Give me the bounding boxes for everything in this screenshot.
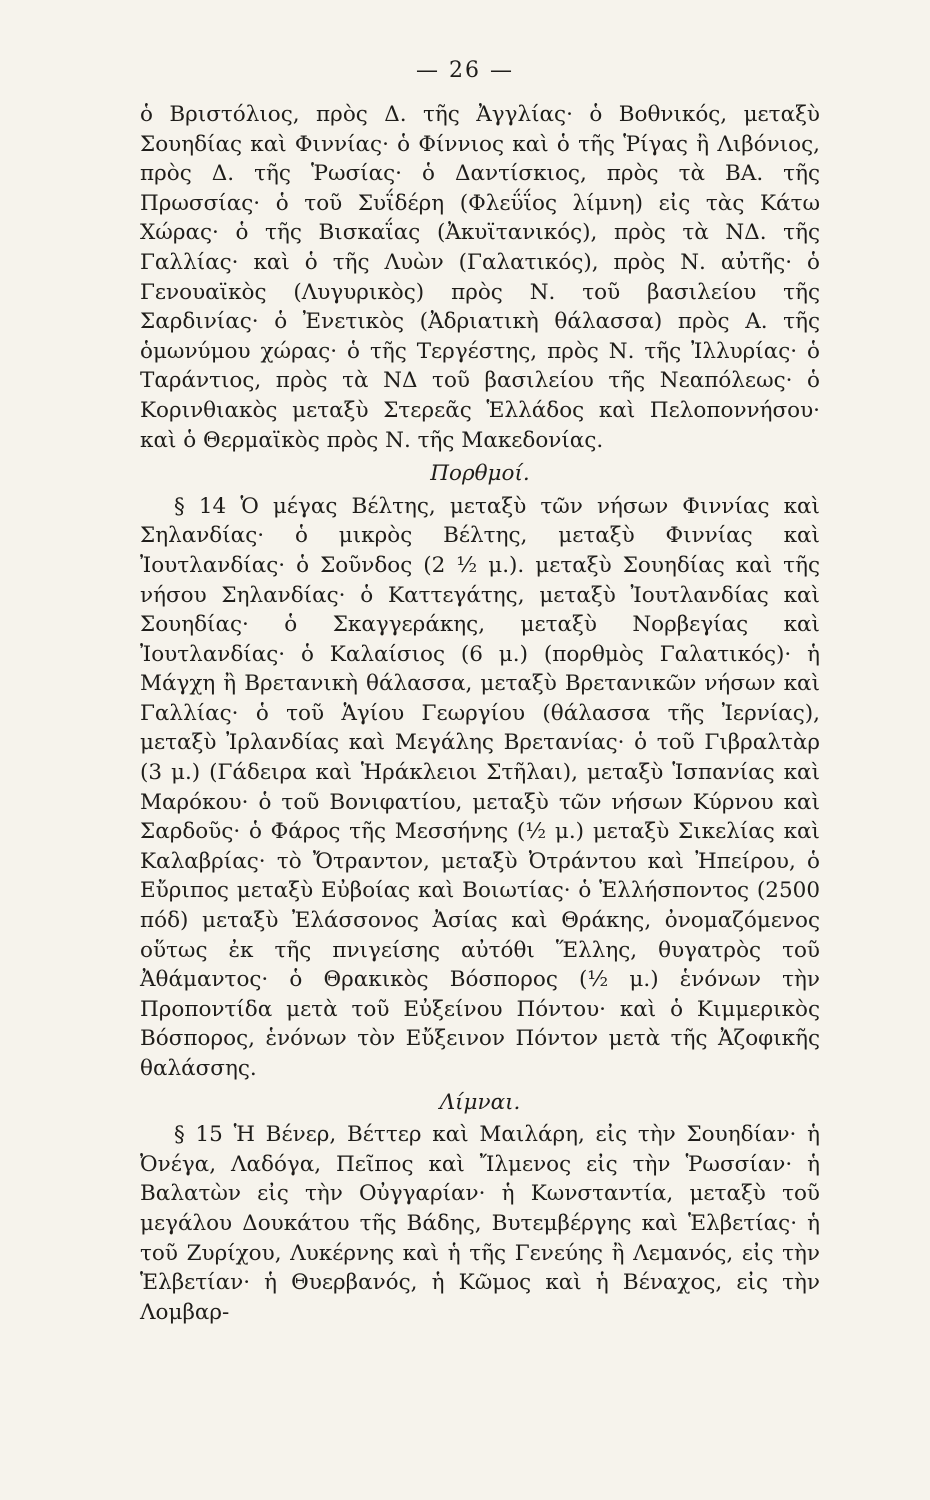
text-body (140, 100, 820, 1327)
page-number: — 26 — (416, 58, 514, 83)
paragraph-straits: § 14 Ὁ μέγας Βέλτης, μεταξὺ τῶν νήσων Φιννίας καὶ Σηλανδίας· ὁ μικρὸς Βέλτης, μεταξὺ Φιννίας καὶ Ἰουτλανδίας· ὁ Σοῦνδος (2 ½ μ.). μεταξὺ Σουηδίας καὶ τῆς νήσου Σηλανδίας· ὁ Καττεγάτης, μεταξὺ Ἰουτλανδίας καὶ Σουηδίας· ὁ Σκαγγεράκης, μεταξὺ Νορβεγίας καὶ Ἰουτλανδίας· ὁ Καλαίσιος (6 μ.) (πορθμὸς Γαλατικός)· ἡ Μάγχη ἢ Βρετανικὴ θάλασσα, μεταξὺ Βρετανικῶν νήσων καὶ Γαλλίας· ὁ τοῦ Ἁγίου Γεωργίου (θάλασσα τῆς Ἰερνίας), μεταξὺ Ἰρλανδίας καὶ Μεγάλης Βρετανίας· ὁ τοῦ Γιβραλτὰρ (3 μ.) (Γάδειρα καὶ Ἡράκλειοι Στῆλαι), μεταξὺ Ἱσπανίας καὶ Μαρόκου· ὁ τοῦ Βονιφατίου, μεταξὺ τῶν νήσων Κύρνου καὶ Σαρδοῦς· ὁ Φάρος τῆς Μεσσήνης (½ μ.) μεταξὺ Σικελίας καὶ Καλαβρίας· τὸ Ὄτραντον, μεταξὺ Ὀτράντου καὶ Ἠπείρου, ὁ Εὔριπος μεταξὺ Εὐβοίας καὶ Βοιωτίας· ὁ Ἑλλήσποντος (2500 πόδ) μεταξὺ Ἐλάσσονος Ἀσίας καὶ Θράκης, ὀνομαζόμενος οὕτως ἐκ τῆς πνιγείσης αὐτόθι Ἕλλης, θυγατρὸς τοῦ Ἀθάμαντος· ὁ Θρακικὸς Βόσπορος (½ μ.) ἑνόνων τὴν Προποντίδα μετὰ τοῦ Εὐξείνου Πόντου· καὶ ὁ Κιμμερικὸς Βόσπορος, ἑνόνων τὸν Εὔξεινον Πόντον μετὰ τῆς Ἀζοφικῆς θαλάσσης. (140, 493, 820, 1081)
section-heading-straits: Πορθμοί. (430, 461, 530, 487)
paragraph-lakes: § 15 Ἡ Βένερ, Βέττερ καὶ Μαιλάρη, εἰς τὴν Σουηδίαν· ἡ Ὀνέγα, Λαδόγα, Πεῖπος καὶ Ἴλμενος εἰς τὴν Ῥωσσίαν· ἡ Βαλατὼν εἰς τὴν Οὐγγαρίαν· ἡ Κωνσταντία, μεταξὺ τοῦ μεγάλου Δουκάτου τῆς Βάδης, Βυτεμβέργης καὶ Ἑλβετίας· ἡ τοῦ Ζυρίχου, Λυκέρνης καὶ ἡ τῆς Γενεύης ἢ Λεμανός, εἰς τὴν Ἑλβετίαν· ἡ Θυερβανός, ἡ Κῶμος καὶ ἡ Βέναχος, εἰς τὴν Λομβαρ- (140, 1122, 820, 1325)
paragraph-gulfs: ὁ Βριστόλιος, πρὸς Δ. τῆς Ἀγγλίας· ὁ Βοθνικός, μεταξὺ Σουηδίας καὶ Φιννίας· ὁ Φίννιος καὶ ὁ τῆς Ῥίγας ἢ Λιβόνιος, πρὸς Δ. τῆς Ῥωσίας· ὁ Δαντίσκιος, πρὸς τὰ ΒΑ. τῆς Πρωσσίας· ὁ τοῦ Συΐδέρη (Φλεΰΐος λίμνη) εἰς τὰς Κάτω Χώρας· ὁ τῆς Βισκαΐας (Ἀκυϊτανικός), πρὸς τὰ ΝΔ. τῆς Γαλλίας· καὶ ὁ τῆς Λυὼν (Γαλατικός), πρὸς Ν. αὐτῆς· ὁ Γενουαϊκὸς (Λυγυρικὸς) πρὸς Ν. τοῦ βασιλείου τῆς Σαρδινίας· ὁ Ἐνετικὸς (Ἀδριατικὴ θάλασσα) πρὸς Α. τῆς ὁμωνύμου χώρας· ὁ τῆς Τεργέστης, πρὸς Ν. τῆς Ἰλλυρίας· ὁ Ταράντιος, πρὸς τὰ ΝΔ τοῦ βασιλείου τῆς Νεαπόλεως· ὁ Κορινθιακὸς μεταξὺ Στερεᾶς Ἑλλάδος καὶ Πελοποννήσου· καὶ ὁ Θερμαϊκὸς πρὸς Ν. τῆς Μακεδονίας. (140, 102, 820, 453)
section-heading-lakes: Λίμναι. (439, 1089, 521, 1115)
